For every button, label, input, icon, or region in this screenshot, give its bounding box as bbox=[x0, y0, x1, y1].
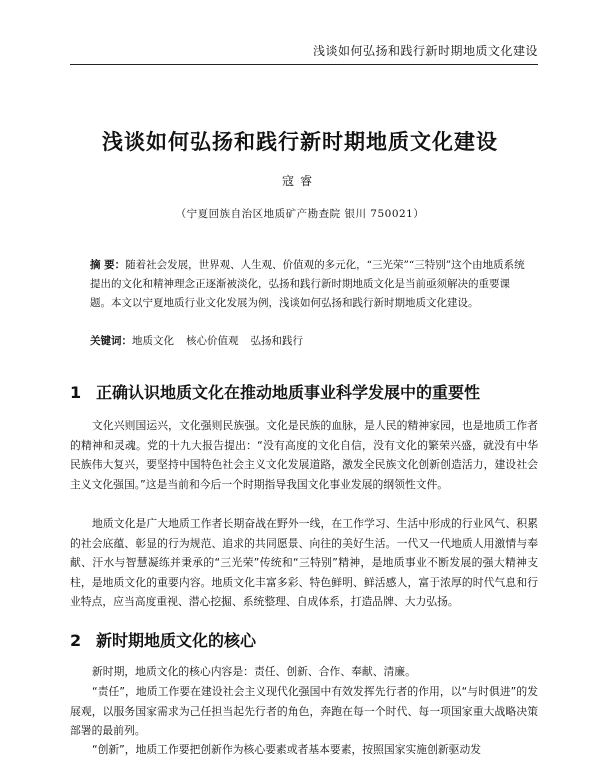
author-name: 寇睿 bbox=[281, 174, 318, 188]
abstract-label: 摘 要： bbox=[90, 259, 126, 271]
author-affiliation: （宁夏回族自治区地质矿产勘查院 银川 750021） bbox=[175, 208, 425, 220]
section-heading bbox=[70, 380, 550, 403]
section-number: 1 bbox=[70, 383, 82, 402]
section-heading bbox=[70, 628, 550, 651]
body-paragraph: 新时期，地质文化的核心内容是：责任、创新、合作、奉献、清廉。 bbox=[92, 665, 416, 678]
abstract-text: 随着社会发展，世界观、人生观、价值观的多元化，“三光荣”“三特别”这个由地质系统提出的文化和精神理念正逐渐被淡化，弘扬和践行新时期地质文化是当前亟须解决的重要课题。本文以宁夏地质行业文化发展为例，浅谈如何弘扬和践行新时期地质文化建设。 bbox=[90, 259, 525, 309]
body-paragraph: 地质文化是广大地质工作者长期奋战在野外一线，在工作学习、生活中形成的行业风气、积累的社会底蕴、彰显的行为规范、追求的共同愿景、向往的美好生活。一代又一代地质人用激情与奉献、汗水与智慧凝练并秉承的“三光荣”传统和“三特别”精神，是地质事业不断发展的强大精神支柱，是地质文化的重要内容。地质文化丰富多彩、特色鲜明、鲜活感人，富于浓厚的时代气息和行业特点，应当高度重视、潜心挖掘、系统整理、自成体系，打造品牌、大力弘扬。 bbox=[70, 517, 538, 609]
keywords-label: 关键词： bbox=[90, 335, 132, 347]
section-number: 2 bbox=[70, 631, 82, 650]
body-paragraph: “责任”，地质工作要在建设社会主义现代化强国中有效发挥先行者的作用，以“与时俱进”的发展观，以服务国家需求为己任担当起先行者的角色，奔跑在每一个时代、每一项国家重大战略决策部署的最前列。 bbox=[70, 685, 538, 738]
keyword: 核心价值观 bbox=[186, 335, 239, 347]
section-title: 正确认识地质文化在推动地质事业科学发展中的重要性 bbox=[96, 383, 481, 402]
body-paragraph: 文化兴则国运兴，文化强则民族强。文化是民族的血脉，是人民的精神家园，也是地质工作者的精神和灵魂。党的十九大报告提出：“没有高度的文化自信，没有文化的繁荣兴盛，就没有中华民族伟大复兴，要坚持中国特色社会主义文化发展道路，激发全民族文化创新创造活力，建设社会主义文化强国。”这是当前和今后一个时期指导我国文化事业发展的纲领性文件。 bbox=[70, 419, 538, 491]
section-title: 新时期地质文化的核心 bbox=[96, 631, 257, 650]
header-rule bbox=[70, 64, 538, 65]
keyword: 地质文化 bbox=[132, 335, 174, 347]
body-paragraph: “创新”，地质工作要把创新作为核心要素或者基本要素，按照国家实施创新驱动发 bbox=[92, 743, 482, 756]
keyword: 弘扬和践行 bbox=[250, 335, 303, 347]
keywords bbox=[90, 332, 530, 351]
running-head: 浅谈如何弘扬和践行新时期地质文化建设 bbox=[312, 44, 538, 58]
paper-title: 浅谈如何弘扬和践行新时期地质文化建设 bbox=[102, 129, 498, 154]
abstract bbox=[90, 256, 530, 313]
